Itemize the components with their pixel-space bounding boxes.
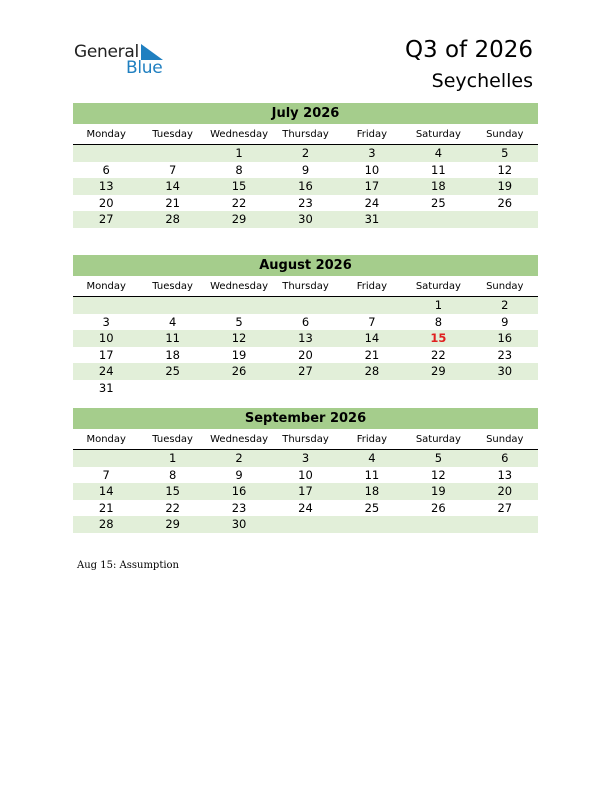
holiday-note: Aug 15: Assumption [77,560,180,571]
day-cell: 13 [298,331,313,346]
weekday-label: Friday [356,128,388,140]
day-cell: 12 [431,467,446,482]
day-cell: 2 [501,298,509,313]
day-cell: 22 [231,195,247,210]
week-row [73,195,538,212]
day-cell: 24 [364,195,380,210]
weekday-label: Saturday [415,128,461,140]
day-cell: 10 [298,467,313,482]
page-title: Q3 of 2026 [404,37,533,63]
day-cell: 7 [368,314,376,329]
weekday-label: Friday [356,433,388,445]
day-cell: 4 [434,146,443,161]
weekday-label: Monday [86,280,126,292]
day-cell: 1 [235,146,243,161]
day-cell: 2 [235,451,243,466]
logo-text-general: General [74,42,139,62]
week-row [73,145,538,162]
day-cell: 18 [431,179,446,194]
weekday-label: Thursday [282,433,329,445]
week-row [73,516,538,533]
day-cell: 6 [102,162,110,177]
day-cell: 23 [298,195,313,210]
month-calendar [73,255,538,396]
day-cell: 17 [98,347,114,362]
day-cell: 20 [298,347,313,362]
day-cell: 19 [497,179,513,194]
day-cell: 14 [364,331,380,346]
day-cell: 23 [497,347,513,362]
holiday-day-cell: 15 [430,331,447,346]
week-row [73,450,538,467]
weekday-label: Thursday [282,128,329,140]
day-cell: 21 [98,500,114,515]
day-cell: 27 [98,212,114,227]
day-cell: 8 [235,162,243,177]
weekday-label: Tuesday [152,433,193,445]
day-cell: 9 [301,162,310,177]
day-cell: 3 [368,146,376,161]
week-row [73,297,538,314]
weekday-label: Sunday [486,280,524,292]
day-cell: 8 [434,314,443,329]
day-cell: 11 [165,331,180,346]
day-cell: 6 [301,314,310,329]
day-cell: 28 [364,364,380,379]
day-cell: 11 [364,467,380,482]
week-row [73,500,538,517]
week-row [73,211,538,228]
day-cell: 17 [298,484,313,499]
day-cell: 20 [497,484,513,499]
day-cell: 6 [501,451,509,466]
day-cell: 7 [102,467,110,482]
day-cell: 27 [497,500,513,515]
weekday-label: Wednesday [210,433,269,445]
month-calendar [73,103,538,228]
weekday-label: Tuesday [152,128,193,140]
day-cell: 30 [497,364,513,379]
weekday-header-row [73,429,538,450]
day-cell: 18 [364,484,380,499]
day-cell: 22 [165,500,180,515]
day-cell: 4 [368,451,376,466]
day-cell: 17 [364,179,380,194]
day-cell: 30 [298,212,313,227]
day-cell: 23 [231,500,247,515]
day-cell: 12 [231,331,247,346]
weekday-label: Saturday [415,433,461,445]
day-cell: 18 [165,347,180,362]
day-cell: 21 [165,195,180,210]
day-cell: 13 [98,179,114,194]
weekday-label: Thursday [282,280,329,292]
page-subtitle: Seychelles [431,70,533,92]
month-header: July 2026 [73,103,538,124]
weekday-label: Monday [86,433,126,445]
day-cell: 20 [98,195,114,210]
month-header: August 2026 [73,255,538,276]
day-cell: 9 [501,314,509,329]
weekday-label: Monday [86,128,126,140]
day-cell: 25 [431,195,446,210]
day-cell: 8 [168,467,177,482]
weekday-label: Sunday [486,128,524,140]
day-cell: 4 [168,314,177,329]
weekday-label: Tuesday [152,280,193,292]
day-cell: 3 [301,451,310,466]
day-cell: 3 [102,314,110,329]
day-cell: 24 [98,364,114,379]
weekday-label: Wednesday [210,128,269,140]
weekday-label: Wednesday [210,280,269,292]
day-cell: 10 [98,331,114,346]
day-cell: 13 [497,467,513,482]
day-cell: 25 [165,364,180,379]
day-cell: 10 [364,162,380,177]
weekday-label: Saturday [415,280,461,292]
day-cell: 29 [165,517,180,532]
week-row [73,483,538,500]
day-cell: 2 [301,146,310,161]
week-row [73,380,538,397]
weekday-label: Sunday [486,433,524,445]
day-cell: 21 [364,347,380,362]
day-cell: 1 [434,298,443,313]
day-cell: 28 [165,212,180,227]
week-row [73,363,538,380]
day-cell: 12 [497,162,513,177]
week-row [73,347,538,364]
day-cell: 19 [231,347,247,362]
weekday-header-row [73,124,538,145]
week-row [73,178,538,195]
week-row [73,330,538,347]
weekday-header-row [73,276,538,297]
day-cell: 31 [364,212,380,227]
logo-text-blue: Blue [126,58,163,78]
day-cell: 15 [231,179,247,194]
day-cell: 16 [231,484,247,499]
day-cell: 15 [165,484,180,499]
day-cell: 16 [497,331,513,346]
day-cell: 1 [168,451,177,466]
week-row [73,314,538,331]
day-cell: 31 [98,380,114,395]
day-cell: 26 [497,195,513,210]
day-cell: 19 [431,484,446,499]
day-cell: 22 [431,347,446,362]
day-cell: 26 [431,500,446,515]
weekday-label: Friday [356,280,388,292]
day-cell: 29 [431,364,446,379]
month-header: September 2026 [73,408,538,429]
day-cell: 9 [235,467,243,482]
general-blue-logo [74,42,184,82]
day-cell: 14 [98,484,114,499]
day-cell: 16 [298,179,313,194]
day-cell: 30 [231,517,247,532]
week-row [73,162,538,179]
day-cell: 5 [235,314,243,329]
day-cell: 5 [501,146,509,161]
day-cell: 25 [364,500,380,515]
day-cell: 5 [434,451,443,466]
day-cell: 27 [298,364,313,379]
day-cell: 24 [298,500,313,515]
month-calendar [73,408,538,533]
week-row [73,467,538,484]
day-cell: 14 [165,179,180,194]
day-cell: 29 [231,212,247,227]
day-cell: 11 [431,162,446,177]
day-cell: 26 [231,364,247,379]
day-cell: 28 [98,517,114,532]
day-cell: 7 [168,162,177,177]
